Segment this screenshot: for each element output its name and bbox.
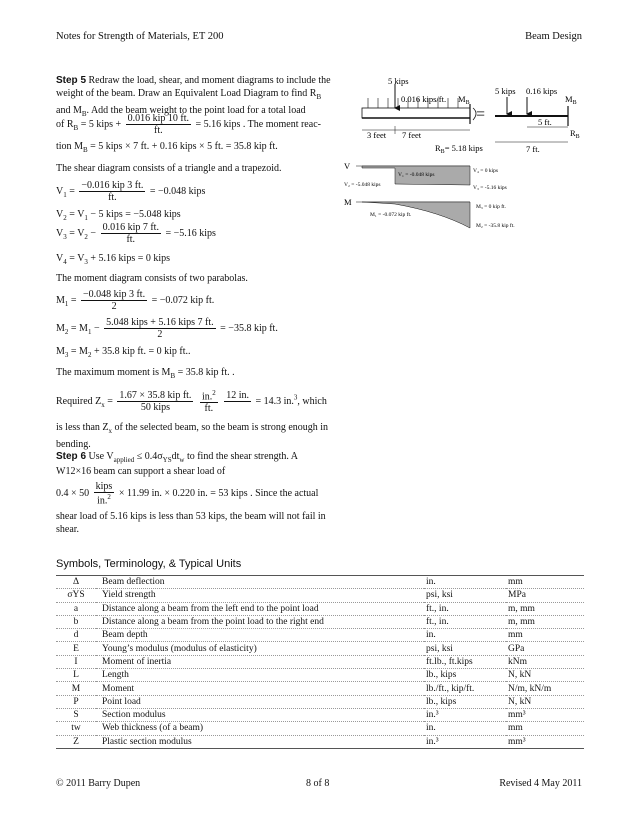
us-unit-cell: lb., kips: [424, 669, 506, 682]
step5-intro: Step 5 Redraw the load, shear, and moment diagrams to include the weight of the beam. Draw an Equivalent Load Diagram to find $R_B$ and $M_B$. Add the beam weight to the point load for a total load: [56, 75, 331, 118]
description-cell: Section modulus: [96, 708, 424, 721]
m3-label: M₃ = 0 kip ft.: [476, 204, 506, 210]
us-unit-cell: in.: [424, 576, 506, 589]
description-cell: Distance along a beam from the left end to the point load: [96, 602, 424, 615]
header-left: Notes for Strength of Materials, ET 200: [56, 31, 224, 42]
description-cell: Young’s modulus (modulus of elasticity): [96, 642, 424, 655]
si-unit-cell: mm³: [506, 735, 584, 748]
description-cell: Point load: [96, 695, 424, 708]
us-unit-cell: lb., kips: [424, 695, 506, 708]
us-unit-cell: in.³: [424, 735, 506, 748]
us-unit-cell: lb./ft., kip/ft.: [424, 682, 506, 695]
eq-length-label: 7 ft.: [526, 144, 540, 154]
shear-intro: The shear diagram consists of a triangle and a trapezoid.: [56, 163, 282, 174]
symbols-table: [56, 575, 584, 749]
symbol-cell: a: [56, 602, 96, 615]
rb-equation: of $R_B = 5$ kips + $\frac{\text{0.016 kip 10 ft.}}{ft.}$ = 5.16 kips . The moment reac-: [56, 113, 321, 136]
footer-left: © 2011 Barry Dupen: [56, 778, 141, 789]
z-conclusion: is less than $Z_x$ of the selected beam, so the beam is strong enough in bending.: [56, 422, 329, 450]
mb-label: $M_B$: [458, 94, 470, 106]
symbol-cell: d: [56, 629, 96, 642]
v3-equation: $V_3 = V_2$ − $\frac{\text{0.016 kip 7 ft.}}{ft.}$ = −5.16 kips: [56, 222, 216, 245]
us-unit-cell: in.: [424, 629, 506, 642]
si-unit-cell: N, kN: [506, 669, 584, 682]
eq-load-label: 5 kips: [495, 86, 516, 96]
us-unit-cell: psi, ksi: [424, 589, 506, 602]
load-diagram: [362, 76, 486, 155]
m1-equation: $M_1$ = $\frac{\text{−0.048 kip 3 ft.}}{2}$ = −0.072 kip ft.: [56, 289, 215, 312]
m3-equation: $M_3 = M_2 + 35.8$ kip ft. = 0 kip ft..: [56, 346, 191, 359]
us-unit-cell: ft., in.: [424, 615, 506, 628]
symbol-cell: S: [56, 708, 96, 721]
us-unit-cell: psi, ksi: [424, 642, 506, 655]
step5-label: Step 5: [56, 75, 87, 86]
si-unit-cell: mm: [506, 722, 584, 735]
symbol-cell: σYS: [56, 589, 96, 602]
description-cell: Length: [96, 669, 424, 682]
footer-page: 8 of 8: [306, 778, 330, 789]
table-row: [56, 722, 584, 735]
si-unit-cell: mm: [506, 629, 584, 642]
description-cell: Distance along a beam from the point load to the right end: [96, 615, 424, 628]
symbol-cell: tw: [56, 722, 96, 735]
us-unit-cell: ft.lb., ft.kips: [424, 655, 506, 668]
m-axis-label: M: [344, 197, 352, 207]
us-unit-cell: in.: [424, 722, 506, 735]
v2-label: V₂ = -5.048 kips: [344, 182, 381, 188]
description-cell: Plastic section modulus: [96, 735, 424, 748]
v4-equation: $V_4 = V_3 + 5.16$ kips = 0 kips: [56, 253, 171, 266]
symbol-cell: I: [56, 655, 96, 668]
table-row: [56, 682, 584, 695]
moment-diagram: [344, 197, 515, 229]
rb-label: $R_B= 5.18$ kips: [435, 143, 483, 155]
si-unit-cell: mm: [506, 576, 584, 589]
mb-equation: tion $M_B = 5$ kips × 7 ft. + 0.16 kips × 5 ft. = 35.8 kip ft.: [56, 141, 278, 154]
step6-calc: 0.4 × 50 $\frac{\text{kips}}{in.^2}$ × 11.99 in. × 0.220 in. = 53 kips . Since the actual: [56, 481, 319, 507]
si-unit-cell: kNm: [506, 655, 584, 668]
symbol-cell: P: [56, 695, 96, 708]
v4-label: V₄ = 0 kips: [473, 168, 499, 174]
si-unit-cell: mm³: [506, 708, 584, 721]
v2-equation: $V_2 = V_1 - 5$ kips = −5.048 kips: [56, 209, 181, 222]
table-row: [56, 629, 584, 642]
equivalent-load-diagram: [495, 86, 580, 154]
si-unit-cell: MPa: [506, 589, 584, 602]
symbols-title: Symbols, Terminology, & Typical Units: [56, 558, 242, 570]
symbol-cell: E: [56, 642, 96, 655]
table-row: [56, 576, 584, 589]
description-cell: Beam depth: [96, 629, 424, 642]
table-row: [56, 669, 584, 682]
si-unit-cell: GPa: [506, 642, 584, 655]
table-row: [56, 589, 584, 602]
symbol-cell: b: [56, 615, 96, 628]
table-row: [56, 642, 584, 655]
m2-label: M₂ = -35.8 kip ft.: [476, 223, 515, 229]
si-unit-cell: m, mm: [506, 602, 584, 615]
v-axis-label: V: [344, 161, 351, 171]
dim2-label: 7 feet: [402, 130, 422, 140]
beam-diagrams: [340, 72, 585, 242]
us-unit-cell: ft., in.: [424, 602, 506, 615]
description-cell: Web thickness (of a beam): [96, 722, 424, 735]
eq-mb-label: $M_B$: [565, 94, 577, 106]
description-cell: Moment of inertia: [96, 655, 424, 668]
eq-load2-label: 0.16 kips: [526, 86, 558, 96]
step6-line2: W12×16 beam can support a shear load of: [56, 466, 226, 477]
table-row: [56, 615, 584, 628]
eq-rb-label: $R_B$: [570, 128, 580, 140]
si-unit-cell: m, mm: [506, 615, 584, 628]
m1-label: M₁ = -0.072 kip ft.: [370, 212, 412, 218]
equals-sign: =: [476, 106, 486, 123]
us-unit-cell: in.³: [424, 708, 506, 721]
dim1-label: 3 feet: [367, 130, 387, 140]
symbol-cell: M: [56, 682, 96, 695]
max-moment: The maximum moment is $M_B = 35.8$ kip ft. .: [56, 367, 235, 380]
si-unit-cell: N, kN: [506, 695, 584, 708]
z-equation: Required $Z_x$ = $\frac{\text{1.67 × 35.8 kip ft.}}{\text{50 kips}}$ $\frac{in.^2}{ft.}$ 12 in. = 14.3 in.$^3$, which: [56, 389, 327, 415]
dist-load-label: 0.016 kips/ft.: [401, 94, 447, 104]
symbol-cell: Δ: [56, 576, 96, 589]
description-cell: Yield strength: [96, 589, 424, 602]
eq-dim-label: 5 ft.: [538, 117, 552, 127]
shear-diagram: [344, 161, 507, 191]
footer-right: Revised 4 May 2011: [499, 778, 582, 789]
si-unit-cell: N/m, kN/m: [506, 682, 584, 695]
step6-label: Step 6: [56, 451, 87, 462]
moment-intro: The moment diagram consists of two parabolas.: [56, 273, 248, 284]
load-left-label: 5 kips: [388, 76, 409, 86]
table-row: [56, 735, 584, 748]
description-cell: Moment: [96, 682, 424, 695]
v1-label: V₁ = -0.048 kips: [398, 172, 435, 178]
table-row: [56, 708, 584, 721]
symbol-cell: Z: [56, 735, 96, 748]
v3-label: V₃ = -5.16 kips: [473, 185, 507, 191]
step6-conclusion: shear load of 5.16 kips is less than 53 kips, the beam will not fail in shear.: [56, 511, 326, 535]
table-row: [56, 655, 584, 668]
description-cell: Beam deflection: [96, 576, 424, 589]
symbol-cell: L: [56, 669, 96, 682]
step6-line1: Step 6 Use $V_{applied} \le 0.4\sigma_{YS}dt_w$ to find the shear strength. A: [56, 451, 299, 464]
table-row: [56, 602, 584, 615]
table-row: [56, 695, 584, 708]
v1-equation: $V_1$ = $\frac{\text{−0.016 kip 3 ft.}}{ft.}$ = −0.048 kips: [56, 180, 206, 203]
header-right: Beam Design: [525, 31, 582, 42]
m2-equation: $M_2 = M_1$ − $\frac{\text{5.048 kips + 5.16 kips 7 ft.}}{2}$ = −35.8 kip ft.: [56, 317, 278, 340]
